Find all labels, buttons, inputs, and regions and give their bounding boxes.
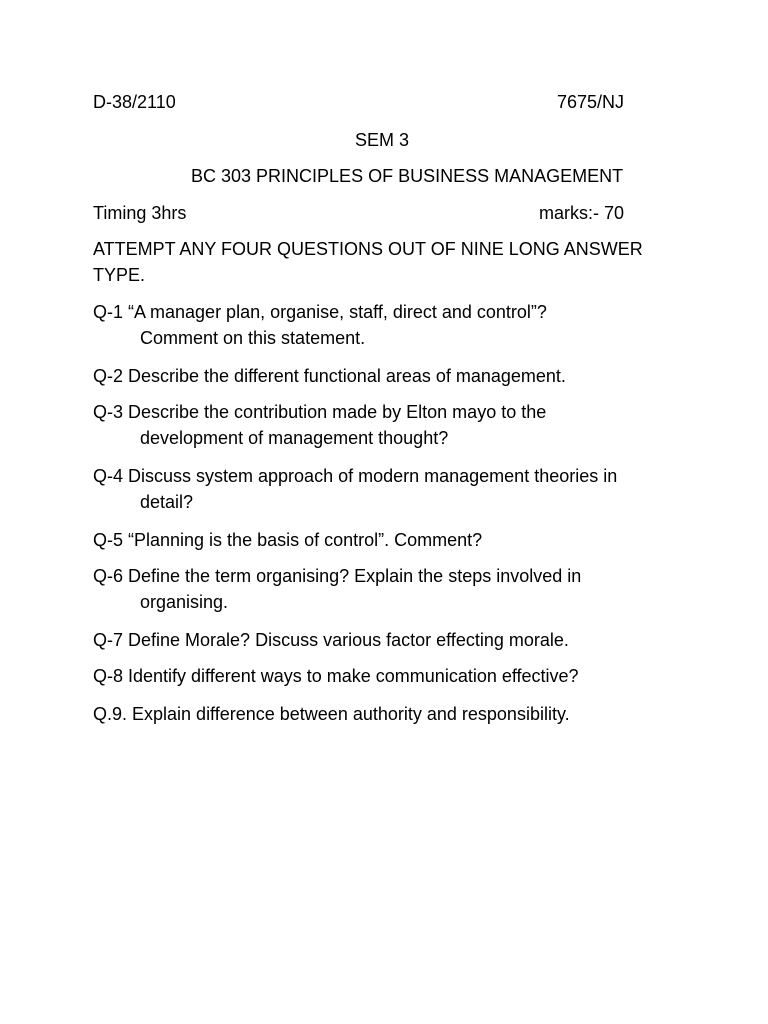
question-6-continued: organising.: [140, 592, 229, 612]
question-5: [93, 527, 693, 553]
question-9: [93, 701, 693, 727]
question-8-text: Q-8 Identify different ways to make communication effective?: [93, 666, 579, 686]
question-5-text: Q-5 “Planning is the basis of control”. Comment?: [93, 530, 483, 550]
question-3-text: Q-3 Describe the contribution made by Elton mayo to the: [93, 402, 547, 422]
question-2-text: Q-2 Describe the different functional areas of management.: [93, 366, 566, 386]
question-2: [93, 363, 693, 389]
instructions-line-1: ATTEMPT ANY FOUR QUESTIONS OUT OF NINE LONG ANSWER: [93, 239, 643, 259]
question-4-continued: detail?: [140, 492, 194, 512]
instructions-line-2: TYPE.: [93, 265, 146, 285]
question-3: [93, 399, 693, 451]
semester-label: SEM 3: [355, 130, 410, 150]
question-6: [93, 563, 693, 615]
paper-code-right: 7675/NJ: [557, 92, 625, 112]
question-1: [93, 299, 693, 351]
question-7: [93, 627, 693, 653]
question-8: [93, 663, 693, 689]
question-7-text: Q-7 Define Morale? Discuss various factor effecting morale.: [93, 630, 569, 650]
question-1-text: Q-1 “A manager plan, organise, staff, direct and control”?: [93, 302, 547, 322]
question-1-continued: Comment on this statement.: [140, 328, 366, 348]
paper-code-left: D-38/2110: [93, 92, 176, 112]
question-4-text: Q-4 Discuss system approach of modern management theories in: [93, 466, 618, 486]
question-9-text: Q.9. Explain difference between authority and responsibility.: [93, 704, 570, 724]
marks-label: marks:- 70: [539, 203, 625, 223]
question-3-continued: development of management thought?: [140, 428, 449, 448]
course-title: BC 303 PRINCIPLES OF BUSINESS MANAGEMENT: [191, 166, 624, 186]
question-6-text: Q-6 Define the term organising? Explain the steps involved in: [93, 566, 582, 586]
timing-label: Timing 3hrs: [93, 203, 187, 223]
question-4: [93, 463, 693, 515]
